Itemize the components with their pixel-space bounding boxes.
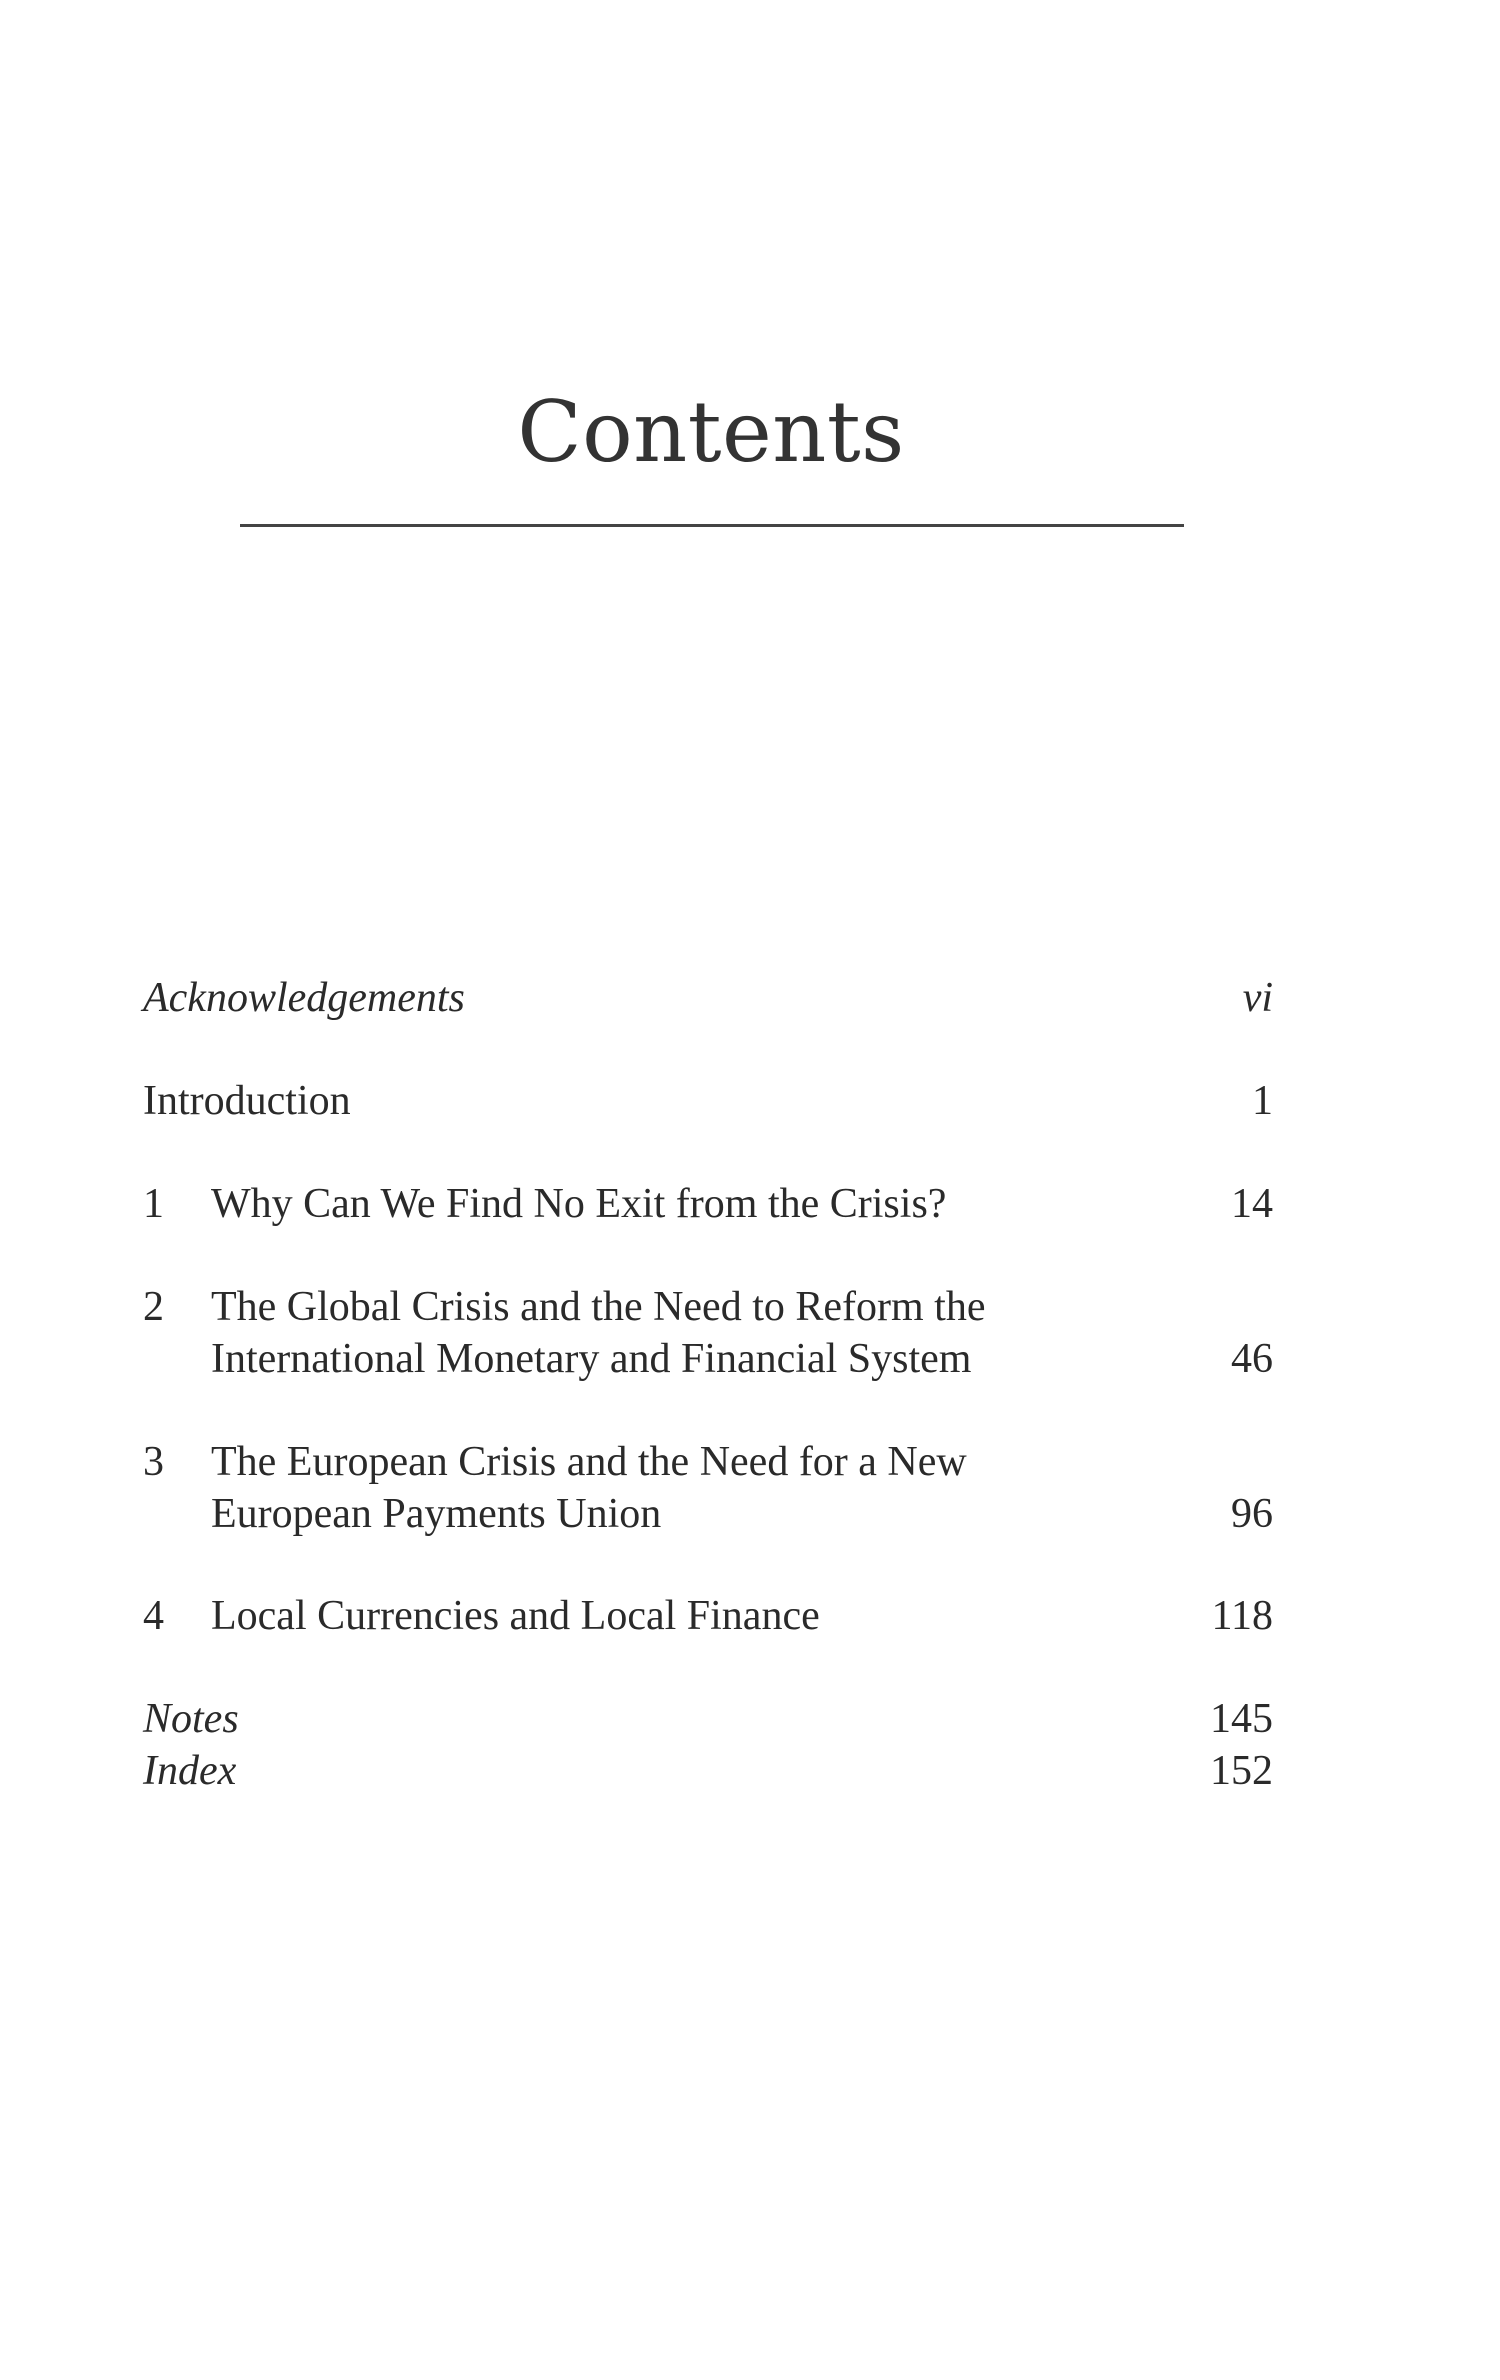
toc-entry-page: vi bbox=[1242, 975, 1273, 1021]
toc-entry-page: 118 bbox=[1211, 1593, 1273, 1639]
toc-entry-title: Notes bbox=[143, 1696, 239, 1742]
toc-entry-number: 4 bbox=[143, 1593, 164, 1639]
toc-entry-title: Why Can We Find No Exit from the Crisis? bbox=[211, 1181, 947, 1227]
toc-entry-page: 96 bbox=[1231, 1491, 1273, 1537]
toc-entry-title-line-2: International Monetary and Financial System bbox=[211, 1336, 972, 1382]
toc-entry-page: 145 bbox=[1210, 1696, 1273, 1742]
toc-entry-title: Acknowledgements bbox=[143, 975, 465, 1021]
toc-entry-title-line-2: European Payments Union bbox=[211, 1491, 662, 1537]
toc-entry-title-line-1: The Global Crisis and the Need to Reform the bbox=[211, 1284, 986, 1330]
toc-entry-title: Index bbox=[143, 1748, 237, 1794]
toc-entry-page: 14 bbox=[1231, 1181, 1273, 1227]
toc-entry-number: 2 bbox=[143, 1284, 164, 1330]
toc-entry-number: 1 bbox=[143, 1181, 164, 1227]
toc-entry-page: 152 bbox=[1210, 1748, 1273, 1794]
toc-entry-page: 46 bbox=[1231, 1336, 1273, 1382]
page-title: Contents bbox=[517, 383, 905, 481]
toc-entry-page: 1 bbox=[1252, 1078, 1273, 1124]
toc-entry-number: 3 bbox=[143, 1439, 164, 1485]
title-rule bbox=[240, 524, 1184, 527]
toc-entry-title: Introduction bbox=[143, 1078, 351, 1124]
toc-entry-title: Local Currencies and Local Finance bbox=[211, 1593, 820, 1639]
toc-entry-title-line-1: The European Crisis and the Need for a New bbox=[211, 1439, 967, 1485]
